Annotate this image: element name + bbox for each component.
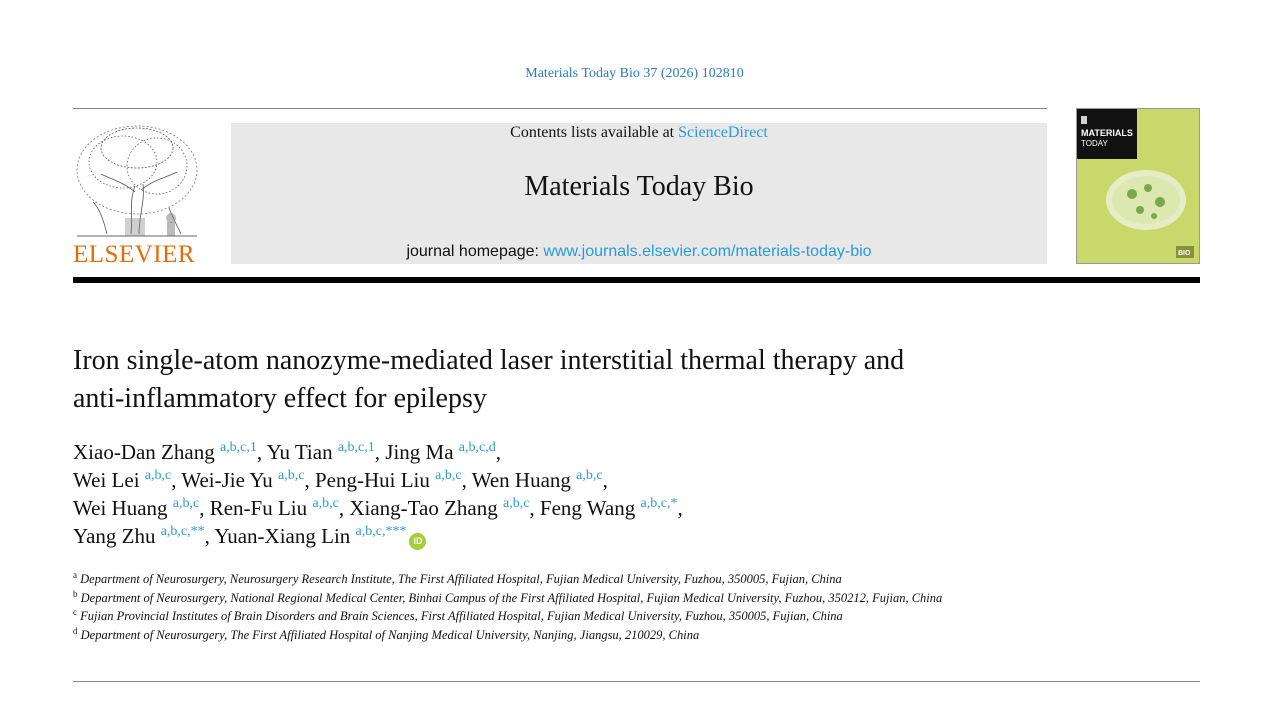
author-affiliation-marks[interactable]: a,b,c,*: [640, 496, 678, 511]
author-name[interactable]: Peng-Hui Liu: [314, 468, 430, 492]
journal-name: Materials Today Bio: [524, 171, 754, 202]
cover-title-line1: MATERIALS: [1081, 128, 1133, 138]
header-divider: [73, 277, 1200, 283]
affiliation-item: [73, 626, 1048, 645]
affiliation-item: [73, 607, 1048, 626]
affiliation-text: Department of Neurosurgery, National Regional Medical Center, Binhai Campus of the First Affiliated Hospital, Fujian Medical University, Fuzhou, 350212, Fujian, China: [80, 590, 943, 605]
journal-citation[interactable]: Materials Today Bio 37 (2026) 102810: [525, 66, 744, 81]
author-list: [73, 438, 1073, 550]
author-affiliation-marks[interactable]: a,b,c,1: [337, 440, 375, 455]
affiliation-mark: d: [73, 625, 78, 636]
bottom-divider: [73, 681, 1200, 682]
author-name[interactable]: Wei Huang: [73, 496, 168, 520]
author-affiliation-marks[interactable]: a,b,c: [312, 496, 339, 511]
author-name[interactable]: Wei-Jie Yu: [181, 468, 273, 492]
article-title-line2: anti-inflammatory effect for epilepsy: [73, 383, 487, 414]
author-affiliation-marks[interactable]: a,b,c,**: [160, 524, 205, 539]
author-name[interactable]: Xiao-Dan Zhang: [73, 440, 215, 464]
article-title: [73, 342, 1073, 418]
author-line: Yang Zhu $^{a,b,c,**}$, Yuan-Xiang Lin $^{a,b,c,***}$iD: [73, 522, 1073, 550]
contents-prefix: Contents lists available at: [510, 124, 679, 141]
author-name[interactable]: Wei Lei: [73, 468, 140, 492]
affiliation-text: Department of Neurosurgery, The First Affiliated Hospital of Nanjing Medical University, Nanjing, Jiangsu, 210029, China: [80, 627, 700, 642]
author-name[interactable]: Wen Huang: [471, 468, 571, 492]
author-affiliation-marks[interactable]: a,b,c: [172, 496, 200, 511]
sciencedirect-link[interactable]: ScienceDirect: [678, 124, 768, 141]
elsevier-wordmark: ELSEVIER: [73, 241, 196, 268]
top-divider: [73, 108, 1047, 109]
affiliation-item: [73, 589, 1048, 608]
journal-homepage-link[interactable]: www.journals.elsevier.com/materials-today-bio: [543, 243, 872, 260]
affiliation-text: Fujian Provincial Institutes of Brain Disorders and Brain Sciences, First Affiliated Hospital, Fujian Medical University, Fuzhou, 350005, Fujian, China: [80, 609, 843, 623]
affiliation-mark: c: [73, 607, 77, 617]
author-affiliation-marks[interactable]: a,b,c: [576, 468, 603, 483]
affiliation-mark: a: [73, 570, 77, 580]
affiliation-text: Department of Neurosurgery, Neurosurgery Research Institute, The First Affiliated Hospital, Fujian Medical University, Fuzhou, 350005, Fujian, China: [80, 572, 842, 586]
journal-cover-image[interactable]: [1076, 108, 1200, 264]
affiliation-list: [73, 570, 1048, 644]
author-name[interactable]: Jing Ma: [385, 440, 454, 464]
author-affiliation-marks[interactable]: a,b,c,***: [355, 524, 407, 539]
affiliation-item: [73, 570, 1048, 589]
author-name[interactable]: Xiang-Tao Zhang: [349, 496, 498, 520]
author-affiliation-marks[interactable]: a,b,c,d: [458, 440, 496, 455]
article-title-line1: Iron single-atom nanozyme-mediated laser interstitial thermal therapy and: [73, 345, 905, 376]
author-name[interactable]: Yang Zhu: [73, 524, 156, 548]
author-name[interactable]: Yu Tian: [266, 440, 333, 464]
author-line: Wei Huang $^{a,b,c}$, Ren-Fu Liu $^{a,b,c}$, Xiang-Tao Zhang $^{a,b,c}$, Feng Wang $^{a,b,c,*}$,: [73, 496, 683, 520]
affiliation-mark: b: [73, 588, 78, 599]
contents-line: [231, 124, 1047, 142]
journal-homepage-line: [231, 243, 1047, 261]
author-affiliation-marks[interactable]: a,b,c: [144, 468, 172, 483]
author-affiliation-marks[interactable]: a,b,c,1: [219, 440, 257, 455]
author-line: Xiao-Dan Zhang $^{a,b,c,1}$, Yu Tian $^{a,b,c,1}$, Jing Ma $^{a,b,c,d}$,: [73, 440, 501, 464]
author-affiliation-marks[interactable]: a,b,c: [278, 468, 305, 483]
author-affiliation-marks[interactable]: a,b,c: [435, 468, 462, 483]
author-name[interactable]: Feng Wang: [539, 496, 636, 520]
author-affiliation-marks[interactable]: a,b,c: [502, 496, 530, 511]
author-line: Wei Lei $^{a,b,c}$, Wei-Jie Yu $^{a,b,c}$, Peng-Hui Liu $^{a,b,c}$, Wen Huang $^{a,b,c}$,: [73, 468, 608, 492]
cover-title-line2: TODAY: [1081, 139, 1108, 148]
author-name[interactable]: Yuan-Xiang Lin: [214, 524, 351, 548]
homepage-prefix: journal homepage:: [406, 243, 544, 260]
author-name[interactable]: Ren-Fu Liu: [209, 496, 308, 520]
cover-badge: BIO: [1178, 250, 1191, 257]
orcid-icon[interactable]: iD: [409, 533, 426, 550]
journal-header: [231, 123, 1047, 264]
